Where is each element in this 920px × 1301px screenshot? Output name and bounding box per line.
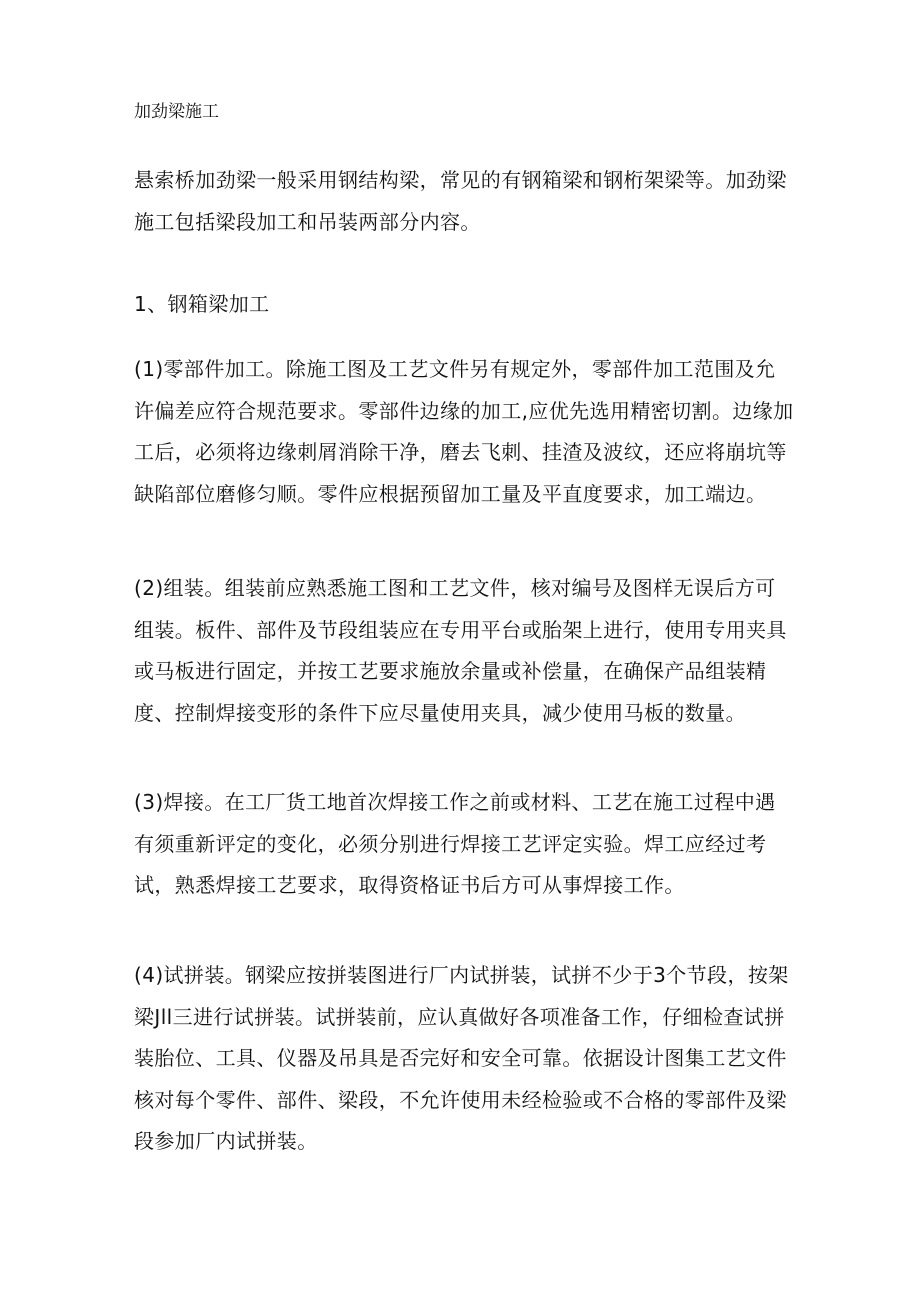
paragraph-trial-assembly: (4)试拼装。钢梁应按拼装图进行厂内试拼装，试拼不少于3个节段，按架梁Jll三进行试拼装。试拼装前，应认真做好各项准备工作，仔细检查试拼装胎位、工具、仪器及吊具是否完好和安全可靠。依据设计图集工艺文件核对每个零件、部件、梁段，不允许使用未经检验或不合格的零部件及梁段参加厂内试拼装。: [134, 963, 789, 1153]
document-title: 加劲梁施工: [134, 102, 219, 122]
paragraph-welding: (3)焊接。在工厂货工地首次焊接工作之前或材料、工艺在施工过程中遇有须重新评定的变化，必须分别进行焊接工艺评定实验。焊工应经过考试，熟悉焊接工艺要求，取得资格证书后方可从事焊接工作。: [134, 790, 776, 897]
paragraph-assembly: (2)组装。组装前应熟悉施工图和工艺文件，核对编号及图样无误后方可组装。板件、部件及节段组装应在专用平台或胎架上进行，使用专用夹具或马板进行固定，并按工艺要求施放余量或补偿量，在确保产品组装精度、控制焊接变形的条件下应尽量使用夹具，减少使用马板的数量。: [134, 576, 787, 725]
paragraph-part-processing: (1)零部件加工。除施工图及工艺文件另有规定外，零部件加工范围及允许偏差应符合规范要求。零部件边缘的加工,应优先选用精密切割。边缘加工后，必须将边缘刺屑消除干净，磨去飞刺、挂渣及波纹，还应将崩坑等缺陷部位磨修匀顺。零件应根据预留加工量及平直度要求，加工端边。: [134, 357, 794, 506]
section-heading: 1、钢箱梁加工: [134, 292, 270, 316]
intro-paragraph: 悬索桥加劲梁一般采用钢结构梁，常见的有钢箱梁和钢桁架梁等。加劲梁施工包括梁段加工和吊装两部分内容。: [134, 168, 787, 234]
